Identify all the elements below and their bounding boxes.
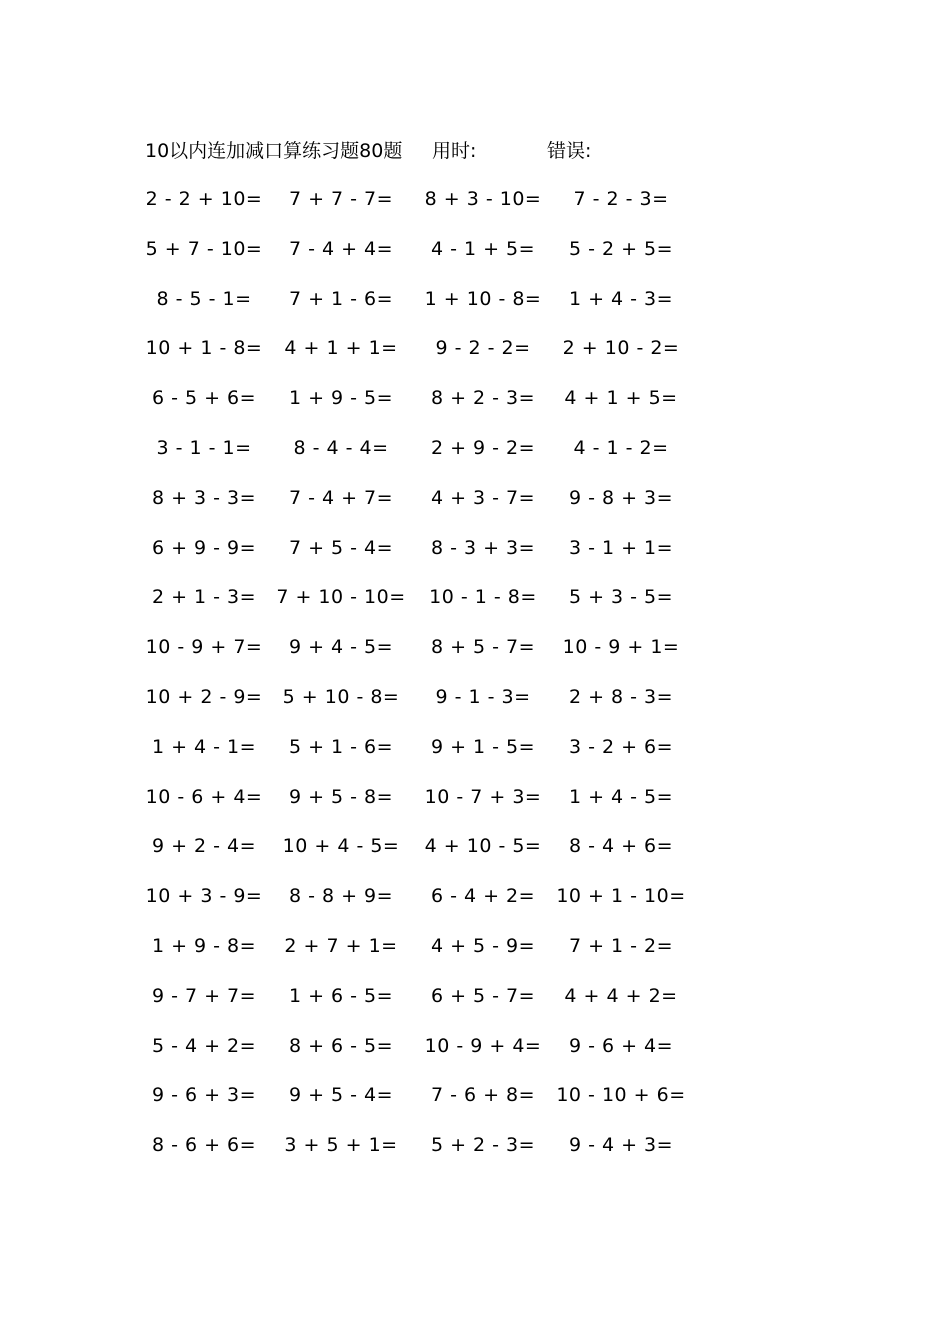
arithmetic-problem: 6 - 5 + 6= [151, 387, 257, 410]
arithmetic-problem: 9 + 1 - 5= [430, 735, 536, 758]
worksheet-header [0, 136, 950, 166]
problem-row [0, 433, 950, 483]
arithmetic-problem: 8 - 5 - 1= [156, 287, 252, 310]
arithmetic-problem: 4 + 10 - 5= [424, 835, 542, 858]
arithmetic-problem: 7 + 1 - 2= [568, 934, 674, 957]
arithmetic-problem: 7 + 7 - 7= [288, 188, 394, 210]
problem-row [0, 1031, 950, 1081]
errors-label: 错误: [547, 140, 592, 162]
arithmetic-problem: 5 + 3 - 5= [568, 586, 674, 609]
arithmetic-problem: 7 + 10 - 10= [276, 586, 406, 609]
arithmetic-problem: 9 - 7 + 7= [151, 984, 257, 1007]
arithmetic-problem: 3 - 2 + 6= [568, 735, 674, 758]
problem-grid [0, 184, 950, 1180]
arithmetic-problem: 2 - 2 + 10= [145, 188, 263, 210]
arithmetic-problem: 10 + 2 - 9= [145, 685, 263, 708]
problem-row [0, 533, 950, 583]
arithmetic-problem: 9 - 8 + 3= [568, 486, 674, 509]
arithmetic-problem: 8 + 6 - 5= [288, 1034, 394, 1057]
problem-row [0, 383, 950, 433]
arithmetic-problem: 5 + 2 - 3= [430, 1134, 536, 1157]
arithmetic-problem: 3 + 5 + 1= [284, 1134, 398, 1157]
arithmetic-problem: 4 - 1 + 5= [430, 237, 536, 260]
arithmetic-problem: 10 + 3 - 9= [145, 885, 263, 908]
arithmetic-problem: 4 + 3 - 7= [430, 486, 536, 509]
arithmetic-problem: 9 + 5 - 8= [288, 785, 394, 808]
arithmetic-problem: 9 - 6 + 4= [568, 1034, 674, 1057]
arithmetic-problem: 6 - 4 + 2= [430, 885, 536, 908]
problem-row [0, 931, 950, 981]
arithmetic-problem: 9 - 4 + 3= [568, 1134, 674, 1157]
arithmetic-problem: 5 - 2 + 5= [568, 237, 674, 260]
problem-row [0, 881, 950, 931]
problem-row [0, 682, 950, 732]
arithmetic-problem: 1 + 4 - 3= [568, 287, 674, 310]
arithmetic-problem: 10 + 4 - 5= [282, 835, 400, 858]
arithmetic-problem: 10 - 7 + 3= [424, 785, 542, 808]
arithmetic-problem: 8 - 3 + 3= [430, 536, 536, 559]
arithmetic-problem: 7 - 4 + 4= [288, 237, 394, 260]
arithmetic-problem: 1 + 4 - 1= [151, 735, 257, 758]
arithmetic-problem: 9 - 1 - 3= [435, 685, 531, 708]
arithmetic-problem: 9 - 2 - 2= [435, 337, 531, 360]
problem-row [0, 234, 950, 284]
problem-row [0, 333, 950, 383]
arithmetic-problem: 8 - 4 + 6= [568, 835, 674, 858]
arithmetic-problem: 4 + 1 + 1= [284, 337, 398, 360]
arithmetic-problem: 4 - 1 - 2= [573, 436, 669, 459]
arithmetic-problem: 1 + 10 - 8= [424, 287, 542, 310]
arithmetic-problem: 1 + 6 - 5= [288, 984, 394, 1007]
arithmetic-problem: 8 - 4 - 4= [293, 436, 389, 459]
problem-row [0, 284, 950, 334]
arithmetic-problem: 8 + 3 - 10= [424, 188, 542, 210]
arithmetic-problem: 4 + 1 + 5= [564, 387, 678, 410]
arithmetic-problem: 10 + 1 - 8= [145, 337, 263, 360]
arithmetic-problem: 10 - 9 + 1= [562, 636, 680, 659]
arithmetic-problem: 10 - 10 + 6= [556, 1084, 686, 1107]
arithmetic-problem: 2 + 9 - 2= [430, 436, 536, 459]
arithmetic-problem: 2 + 10 - 2= [562, 337, 680, 360]
time-used-label: 用时: [432, 140, 477, 162]
problem-row [0, 582, 950, 632]
arithmetic-problem: 10 - 1 - 8= [429, 586, 537, 609]
arithmetic-problem: 8 + 2 - 3= [430, 387, 536, 410]
arithmetic-problem: 5 + 10 - 8= [282, 685, 400, 708]
arithmetic-problem: 2 + 7 + 1= [284, 934, 398, 957]
arithmetic-problem: 1 + 9 - 5= [288, 387, 394, 410]
arithmetic-problem: 8 + 5 - 7= [430, 636, 536, 659]
arithmetic-problem: 9 + 4 - 5= [288, 636, 394, 659]
arithmetic-problem: 10 - 6 + 4= [145, 785, 263, 808]
arithmetic-problem: 2 + 1 - 3= [151, 586, 257, 609]
arithmetic-problem: 10 - 9 + 7= [145, 636, 263, 659]
problem-row [0, 483, 950, 533]
arithmetic-problem: 1 + 4 - 5= [568, 785, 674, 808]
problem-row [0, 1080, 950, 1130]
problem-row [0, 981, 950, 1031]
arithmetic-problem: 7 - 6 + 8= [430, 1084, 536, 1107]
arithmetic-problem: 1 + 9 - 8= [151, 934, 257, 957]
worksheet-title: 10以内连加减口算练习题80题 [145, 140, 403, 162]
arithmetic-problem: 7 - 2 - 3= [573, 188, 669, 210]
arithmetic-problem: 3 - 1 - 1= [156, 436, 252, 459]
arithmetic-problem: 5 - 4 + 2= [151, 1034, 257, 1057]
problem-row [0, 782, 950, 832]
arithmetic-problem: 5 + 7 - 10= [145, 237, 263, 260]
arithmetic-problem: 7 - 4 + 7= [288, 486, 394, 509]
arithmetic-problem: 6 + 5 - 7= [430, 984, 536, 1007]
problem-row [0, 831, 950, 881]
problem-row [0, 632, 950, 682]
arithmetic-problem: 8 - 6 + 6= [151, 1134, 257, 1157]
arithmetic-problem: 4 + 5 - 9= [430, 934, 536, 957]
arithmetic-problem: 2 + 8 - 3= [568, 685, 674, 708]
arithmetic-problem: 7 + 1 - 6= [288, 287, 394, 310]
arithmetic-problem: 6 + 9 - 9= [151, 536, 257, 559]
arithmetic-problem: 8 - 8 + 9= [288, 885, 394, 908]
arithmetic-problem: 9 + 5 - 4= [288, 1084, 394, 1107]
arithmetic-problem: 5 + 1 - 6= [288, 735, 394, 758]
arithmetic-problem: 4 + 4 + 2= [564, 984, 678, 1007]
arithmetic-problem: 9 + 2 - 4= [151, 835, 257, 858]
arithmetic-problem: 10 - 9 + 4= [424, 1034, 542, 1057]
problem-row [0, 1130, 950, 1180]
arithmetic-problem: 3 - 1 + 1= [568, 536, 674, 559]
arithmetic-problem: 7 + 5 - 4= [288, 536, 394, 559]
arithmetic-problem: 8 + 3 - 3= [151, 486, 257, 509]
problem-row [0, 184, 950, 234]
problem-row [0, 732, 950, 782]
arithmetic-problem: 10 + 1 - 10= [556, 885, 686, 908]
arithmetic-problem: 9 - 6 + 3= [151, 1084, 257, 1107]
